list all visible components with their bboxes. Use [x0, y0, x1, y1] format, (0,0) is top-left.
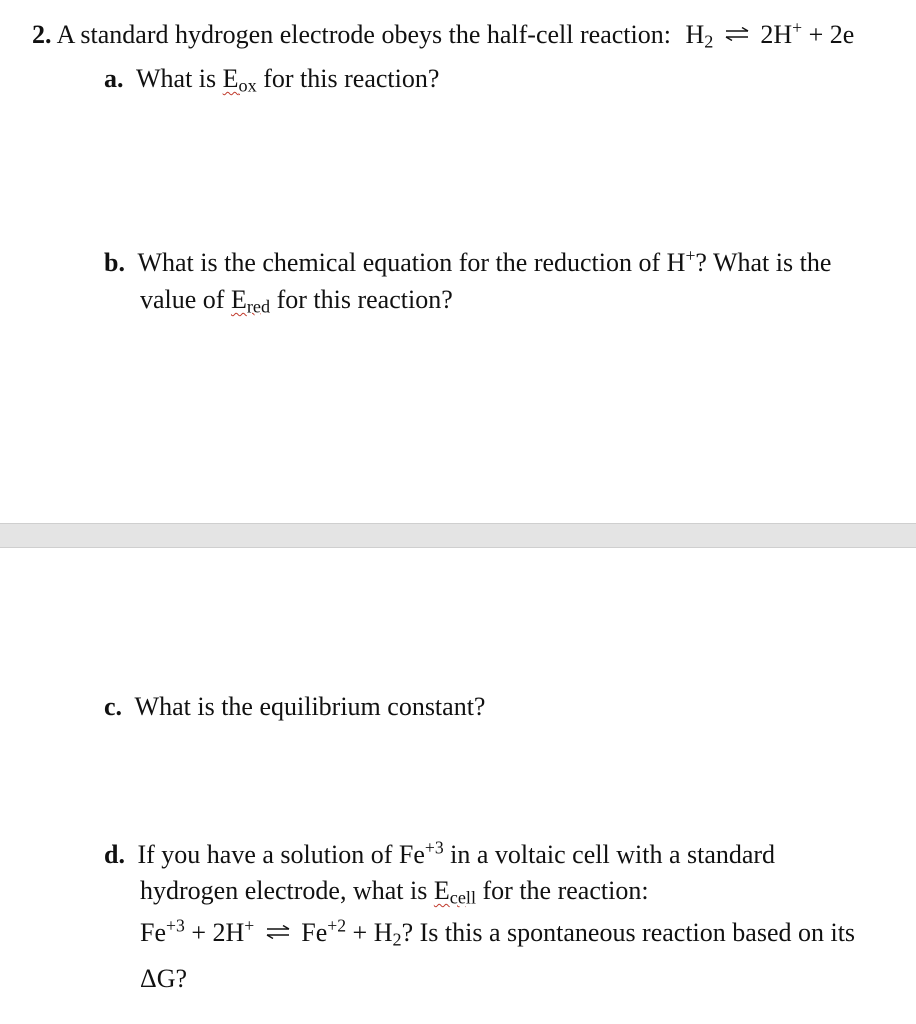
equilibrium-arrow-icon [265, 925, 291, 939]
part-d-text-2-before: hydrogen electrode, what is [140, 876, 428, 905]
part-d-letter: d. [104, 840, 125, 869]
e-cell-symbol: $E_{cell}$ [433, 876, 477, 908]
part-a-letter: a. [104, 64, 124, 93]
eq-plus-h: + 2H+ [191, 915, 255, 947]
part-c-letter: c. [104, 692, 123, 721]
equilibrium-arrow-icon [724, 27, 750, 41]
part-d-line-2 [140, 876, 649, 908]
part-b-text-1: What is the chemical equation for the reduction of H+? What is the [137, 245, 832, 277]
part-a-text-before: What is [136, 64, 217, 93]
question-intro: A standard hydrogen electrode obeys the half-cell reaction: [56, 20, 671, 49]
part-c-line [104, 694, 485, 720]
product: 2H+ [760, 17, 803, 49]
e-ox-symbol: $E_{ox}$ [222, 64, 257, 96]
eq-fe3: $Fe^{+3}$ [140, 915, 185, 947]
part-b-text-2-after: for this reaction? [276, 285, 453, 314]
part-d-line-4 [140, 966, 187, 992]
part-c-text: What is the equilibrium constant? [134, 692, 486, 721]
part-b-letter: b. [104, 248, 125, 277]
part-d-line-1 [104, 837, 776, 869]
part-b-text-2-before: value of [140, 285, 225, 314]
question-number: 2. [32, 20, 52, 49]
eq-fe2: $Fe^{+2}$ [301, 915, 347, 947]
e-red-symbol: $E_{red}$ [230, 285, 271, 317]
part-d-text-3-after: ? Is this a spontaneous reaction based on its [401, 918, 856, 947]
part-b-line-2 [140, 285, 453, 317]
part-a-text-after: for this reaction? [263, 64, 440, 93]
part-d-text-1: If you have a solution of $Fe^{+3}$ in a voltaic cell with a standard [137, 837, 776, 869]
question-2-line [32, 17, 855, 52]
part-d-text-2-after: for the reaction: [482, 876, 649, 905]
electrons: + 2e [808, 20, 855, 49]
eq-plus-h2: + $H_2$ [352, 918, 402, 950]
part-b-line-1 [104, 245, 832, 277]
reactant: $H_2$ [685, 20, 714, 52]
page-break-divider [0, 523, 916, 548]
part-a-line [104, 64, 440, 96]
delta-g-text: ΔG? [140, 964, 188, 993]
part-d-equation-line [140, 915, 856, 950]
